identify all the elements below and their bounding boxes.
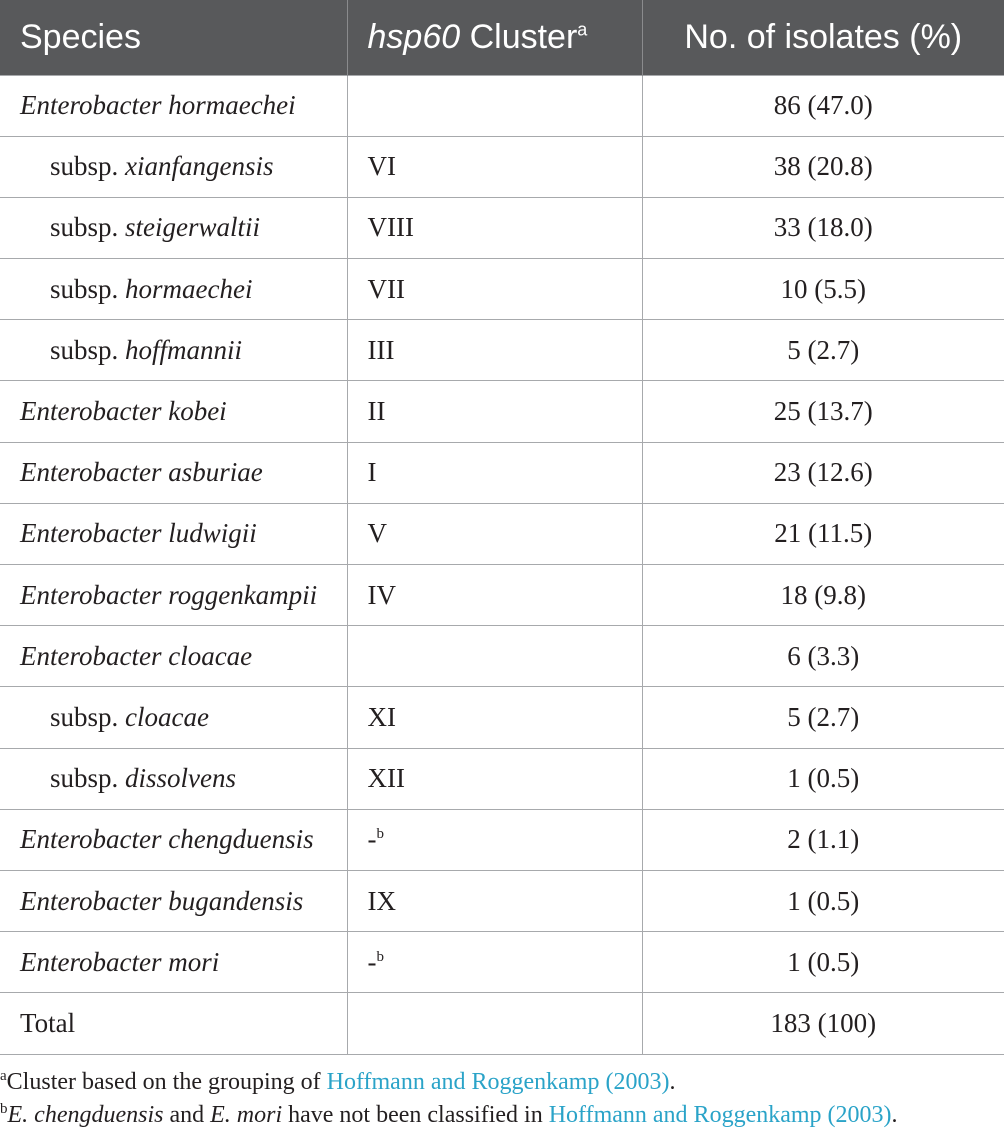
species-name: Enterobacter kobei: [20, 396, 227, 427]
subspecies-prefix: subsp.: [50, 763, 126, 794]
cluster-cell: [347, 197, 642, 258]
footnote-a: [0, 1066, 1004, 1099]
isolates-cell: 18 (9.8): [642, 565, 1004, 626]
cluster-cell: [347, 381, 642, 442]
species-name: Enterobacter bugandensis: [20, 885, 304, 916]
cluster-cell: [347, 932, 642, 993]
subspecies-prefix: subsp.: [50, 273, 126, 304]
cluster-value: -: [367, 946, 377, 977]
species-row: [0, 626, 1004, 687]
species-name: Enterobacter cloacae: [20, 640, 253, 671]
isolates-cell: 38 (20.8): [642, 136, 1004, 197]
footnote-b-species-1: E. chengduensis: [7, 1102, 164, 1128]
subspecies-row: [0, 197, 1004, 258]
subspecies-name: hoffmannii: [125, 334, 243, 365]
isolates-cell: 6 (3.3): [642, 626, 1004, 687]
isolates-cell: 2 (1.1): [642, 809, 1004, 870]
species-name: Enterobacter ludwigii: [20, 518, 257, 549]
isolates-cell: 23 (12.6): [642, 442, 1004, 503]
cluster-cell: [347, 565, 642, 626]
subspecies-name: hormaechei: [125, 273, 253, 304]
subspecies-name: cloacae: [125, 701, 209, 732]
species-cell: [0, 442, 347, 503]
footnote-b-species-2: E. mori: [210, 1102, 283, 1128]
species-cell: [0, 503, 347, 564]
subspecies-row: [0, 687, 1004, 748]
species-cell: [0, 136, 347, 197]
species-cell: [0, 565, 347, 626]
isolates-cell: 1 (0.5): [642, 870, 1004, 931]
cluster-cell: [347, 870, 642, 931]
subspecies-prefix: subsp.: [50, 334, 126, 365]
species-name: Enterobacter hormaechei: [20, 90, 296, 121]
total-cluster: [347, 993, 642, 1054]
subspecies-name: dissolvens: [125, 763, 237, 794]
species-name: Enterobacter chengduensis: [20, 824, 314, 855]
cluster-value: II: [367, 396, 386, 427]
header-row: [0, 0, 1004, 75]
isolates-cell: 33 (18.0): [642, 197, 1004, 258]
species-row: [0, 381, 1004, 442]
cluster-footnote-marker: b: [376, 826, 384, 843]
footnote-b-reference-link[interactable]: Hoffmann and Roggenkamp (2003): [548, 1102, 892, 1128]
subspecies-prefix: subsp.: [50, 212, 126, 243]
isolates-cell: 5 (2.7): [642, 320, 1004, 381]
species-cell: [0, 259, 347, 320]
cluster-cell: [347, 626, 642, 687]
footnote-b-end: .: [891, 1102, 898, 1128]
subspecies-prefix: subsp.: [50, 701, 126, 732]
cluster-value: III: [367, 334, 395, 365]
species-cell: [0, 197, 347, 258]
footnote-a-marker: a: [0, 1068, 7, 1084]
species-row: [0, 870, 1004, 931]
species-cell: [0, 320, 347, 381]
isolates-cell: 1 (0.5): [642, 932, 1004, 993]
species-name: Enterobacter mori: [20, 946, 220, 977]
cluster-value: IX: [367, 885, 396, 916]
cluster-value: VIII: [367, 212, 414, 243]
species-row: [0, 932, 1004, 993]
cluster-cell: [347, 687, 642, 748]
isolates-cell: 5 (2.7): [642, 687, 1004, 748]
species-cell: [0, 626, 347, 687]
table-header: [0, 0, 1004, 75]
cluster-cell: [347, 259, 642, 320]
species-row: [0, 809, 1004, 870]
cluster-footnote-marker: b: [376, 948, 384, 965]
cluster-cell: [347, 136, 642, 197]
isolates-cell: 21 (11.5): [642, 503, 1004, 564]
species-cell: [0, 381, 347, 442]
cluster-value: -: [367, 824, 377, 855]
footnotes: [0, 1066, 1004, 1132]
species-name: Enterobacter roggenkampii: [20, 579, 318, 610]
species-cell: [0, 932, 347, 993]
species-row: [0, 503, 1004, 564]
subspecies-row: [0, 259, 1004, 320]
cluster-cell: [347, 809, 642, 870]
cluster-cell: [347, 320, 642, 381]
species-row: [0, 442, 1004, 503]
header-species: Species: [0, 0, 347, 75]
footnote-b: [0, 1099, 1004, 1132]
cluster-value: I: [367, 457, 377, 488]
footnote-b-conjunction: and: [163, 1102, 211, 1128]
header-cluster-gene: hsp60: [367, 17, 461, 56]
total-isolates: 183 (100): [642, 993, 1004, 1054]
header-cluster-label: Cluster: [460, 17, 578, 56]
footnote-a-end: .: [669, 1069, 676, 1095]
cluster-value: VII: [367, 273, 405, 304]
species-cell: [0, 809, 347, 870]
isolates-cell: 10 (5.5): [642, 259, 1004, 320]
species-row: [0, 565, 1004, 626]
isolates-cell: 1 (0.5): [642, 748, 1004, 809]
footnote-b-marker: b: [0, 1101, 8, 1117]
cluster-value: V: [367, 518, 387, 549]
species-cell: [0, 748, 347, 809]
cluster-value: XII: [367, 763, 405, 794]
subspecies-row: [0, 320, 1004, 381]
cluster-value: XI: [367, 701, 396, 732]
total-row: [0, 993, 1004, 1054]
species-cell: [0, 870, 347, 931]
subspecies-name: steigerwaltii: [125, 212, 261, 243]
header-isolates: No. of isolates (%): [684, 17, 963, 56]
cluster-cell: [347, 442, 642, 503]
subspecies-prefix: subsp.: [50, 151, 126, 182]
species-name: Enterobacter asburiae: [20, 457, 263, 488]
subspecies-row: [0, 748, 1004, 809]
isolates-cell: 25 (13.7): [642, 381, 1004, 442]
footnote-a-reference-link[interactable]: Hoffmann and Roggenkamp (2003): [326, 1069, 670, 1095]
footnote-a-text: Cluster based on the grouping of: [6, 1069, 327, 1095]
total-label: Total: [0, 993, 347, 1054]
species-cell: [0, 687, 347, 748]
subspecies-name: xianfangensis: [125, 151, 274, 182]
cluster-value: VI: [367, 151, 396, 182]
cluster-cell: [347, 748, 642, 809]
footnote-b-text: have not been classified in: [282, 1102, 549, 1128]
cluster-value: IV: [367, 579, 396, 610]
isolates-cell: 86 (47.0): [642, 75, 1004, 136]
subspecies-row: [0, 136, 1004, 197]
species-cell: [0, 75, 347, 136]
table-body: [0, 75, 1004, 1054]
header-cluster: [347, 0, 642, 75]
cluster-cell: [347, 75, 642, 136]
cluster-cell: [347, 503, 642, 564]
species-row: [0, 75, 1004, 136]
header-cluster-footnote-marker: a: [577, 19, 588, 40]
